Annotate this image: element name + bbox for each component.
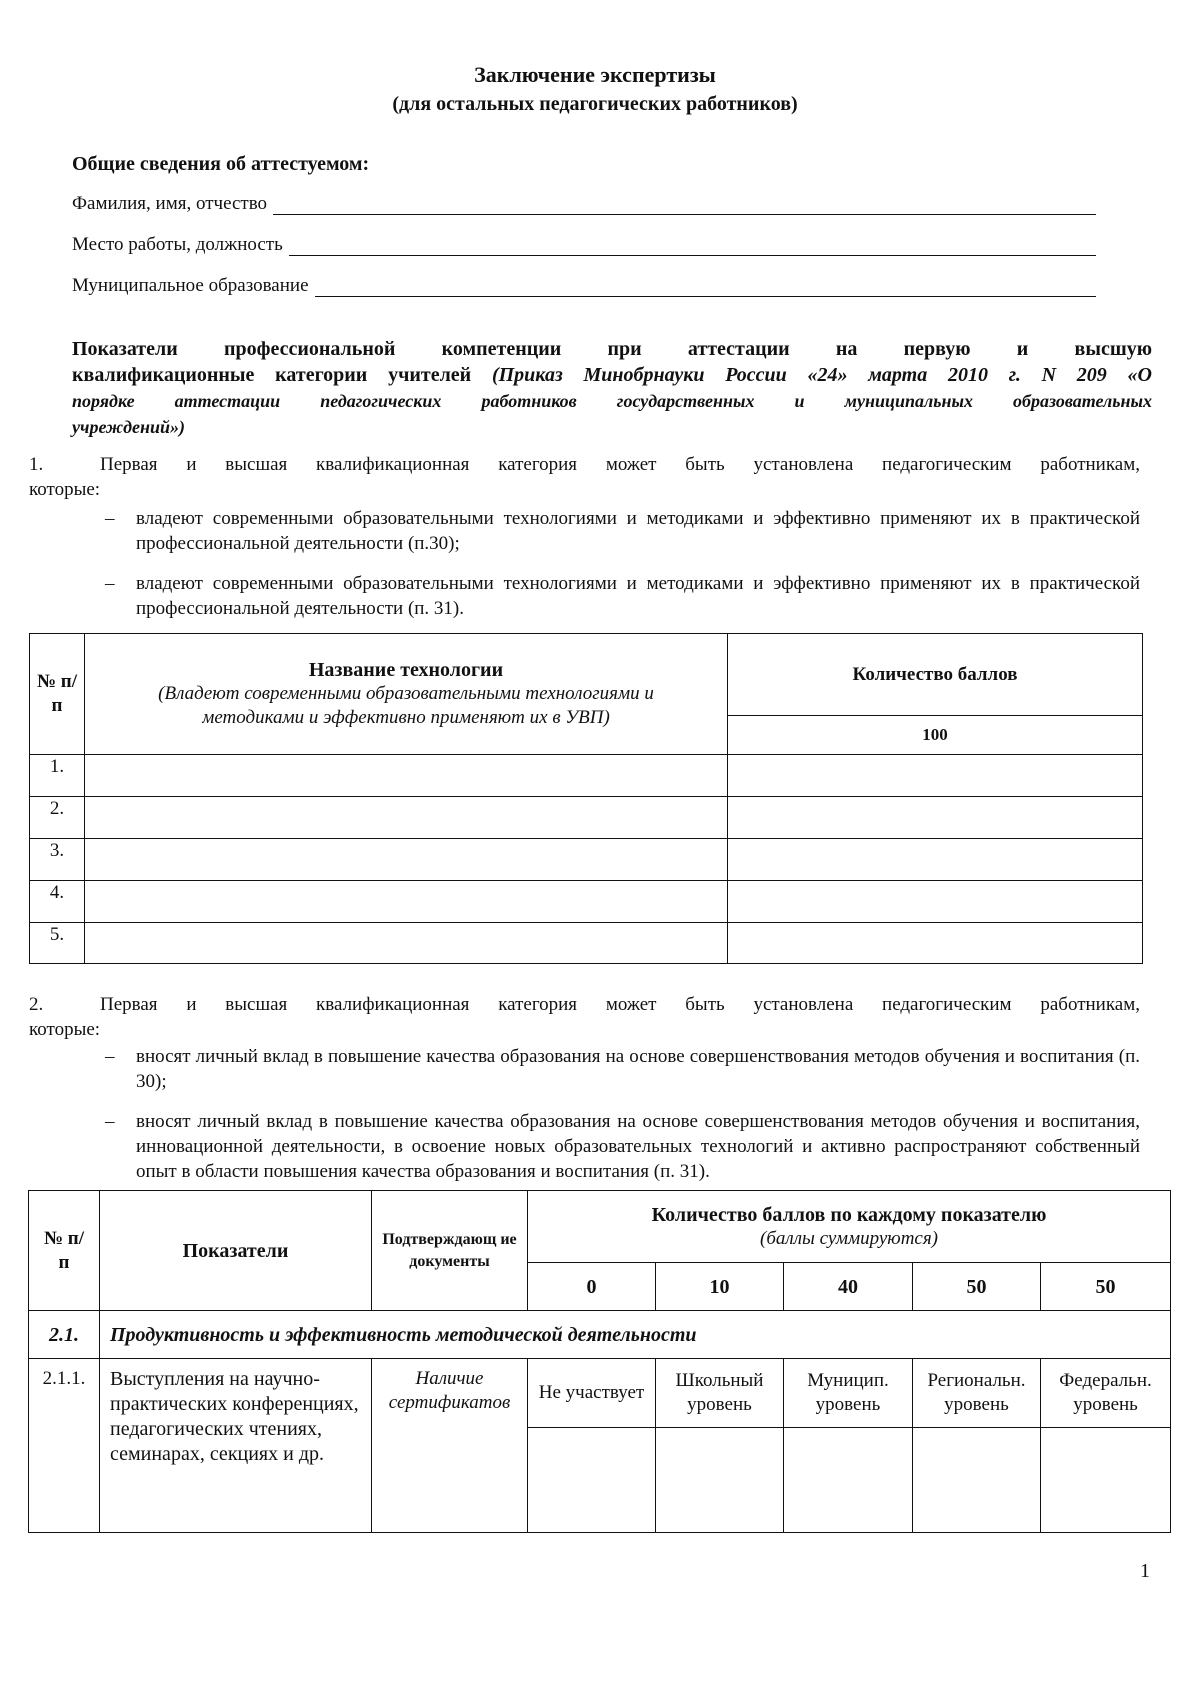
score-cell[interactable] (728, 839, 1143, 881)
row-documents: Наличие сертификатов (372, 1359, 528, 1533)
level-label: Федеральн. уровень (1041, 1359, 1171, 1428)
field-label: Муниципальное образование (72, 275, 309, 296)
table-row: 3. (30, 839, 1143, 881)
table-row: 2. (30, 797, 1143, 839)
technology-cell[interactable] (85, 797, 728, 839)
field-fio[interactable] (72, 193, 1096, 215)
level-label: Региональн. уровень (913, 1359, 1041, 1428)
row-num: 2.1.1. (29, 1359, 100, 1533)
score-cell[interactable] (913, 1428, 1041, 1533)
score-header: 0 (528, 1263, 656, 1311)
section-number: 1. (29, 454, 44, 475)
field-input-line[interactable] (273, 196, 1096, 215)
row-indicator: Выступления на научно-практических конференциях, педагогических чтениях, семинарах, секциях и др. (100, 1359, 372, 1533)
bullet-item: – владеют современными образовательными технологиями и методиками и эффективно применяют их в практической профессиональной деятельности (п. 31). (105, 573, 1140, 619)
field-municipality[interactable] (72, 275, 1096, 297)
heading-line: учреждений») (72, 417, 186, 437)
heading-line: Показатели профессиональной компетенции при аттестации на первую и высшую (72, 338, 1152, 360)
field-input-line[interactable] (315, 278, 1096, 297)
score-cell[interactable] (528, 1428, 656, 1533)
field-label: Фамилия, имя, отчество (72, 193, 268, 214)
heading-line: порядке аттестации педагогических работников государственных и муниципальных образовательных (72, 391, 1152, 411)
score-header: 10 (656, 1263, 784, 1311)
header-documents: Подтверждающ ие документы (372, 1191, 528, 1311)
header-num: № п/п (29, 1191, 100, 1311)
header-score: Количество баллов по каждому показателю (баллы суммируются) (528, 1191, 1171, 1263)
field-label: Место работы, должность (72, 234, 283, 255)
heading-bold: квалификационные категории учителей (72, 364, 472, 386)
score-cell[interactable] (728, 923, 1143, 964)
score-cell[interactable] (656, 1428, 784, 1533)
document-title: Заключение экспертизы (474, 62, 716, 87)
bullet-item: – вносят личный вклад в повышение качества образования на основе совершенствования методов обучения и воспитания (п. 30); (105, 1046, 1140, 1092)
level-label: Муницип. уровень (784, 1359, 913, 1428)
table-row: 4. (30, 881, 1143, 923)
field-input-line[interactable] (289, 237, 1096, 256)
table-row (29, 1359, 1171, 1428)
score-cell[interactable] (728, 755, 1143, 797)
header-score: Количество баллов (728, 634, 1143, 716)
bullet-item: – владеют современными образовательными технологиями и методиками и эффективно применяют их в практической профессиональной деятельности (п.30); (105, 508, 1140, 554)
technologies-table (29, 633, 1143, 964)
section-number: 2. (29, 994, 44, 1015)
score-cell[interactable] (728, 881, 1143, 923)
level-label: Не участвует (528, 1359, 656, 1428)
section2-intro: 2. Первая и высшая квалификационная категория может быть установлена педагогическим работникам, которые: (29, 994, 1140, 1040)
score-header: 50 (1041, 1263, 1171, 1311)
header-score-value: 100 (728, 716, 1143, 755)
section1-intro: 1. Первая и высшая квалификационная категория может быть установлена педагогическим работникам, которые: (29, 454, 1140, 500)
bullet-item: – вносят личный вклад в повышение качества образования на основе совершенствования методов обучения и воспитания, инновационной деятельности, в освоение новых образовательных технологий и активно распространяют собственный опыт в области повышения качества образования и воспитания (п. 31). (105, 1111, 1140, 1182)
indicators-heading (72, 336, 1152, 440)
score-header: 40 (784, 1263, 913, 1311)
level-label: Школьный уровень (656, 1359, 784, 1428)
header-indicators: Показатели (100, 1191, 372, 1311)
score-header: 50 (913, 1263, 1041, 1311)
group-num: 2.1. (29, 1311, 100, 1359)
group-row (29, 1311, 1171, 1359)
page-number: 1 (1140, 1560, 1150, 1582)
score-cell[interactable] (728, 797, 1143, 839)
heading-order-ref: (Приказ Минобрнауки России «24» марта 2010 г. N 209 «О (491, 364, 1152, 386)
header-technology: Название технологии (Владеют современными образовательными технологиями и методиками и эффективно применяют их в УВП) (85, 634, 728, 755)
indicators-table (28, 1190, 1171, 1533)
score-cell[interactable] (1041, 1428, 1171, 1533)
technology-cell[interactable] (85, 755, 728, 797)
document-subtitle: (для остальных педагогических работников) (392, 93, 798, 115)
technology-cell[interactable] (85, 839, 728, 881)
score-cell[interactable] (784, 1428, 913, 1533)
field-workplace[interactable] (72, 234, 1096, 256)
group-title: Продуктивность и эффективность методической деятельности (100, 1311, 1171, 1359)
general-heading: Общие сведения об аттестуемом: (72, 153, 370, 175)
header-num: № п/п (30, 634, 85, 755)
table-row: 5. (30, 923, 1143, 964)
table-row: 1. (30, 755, 1143, 797)
technology-cell[interactable] (85, 881, 728, 923)
technology-cell[interactable] (85, 923, 728, 964)
